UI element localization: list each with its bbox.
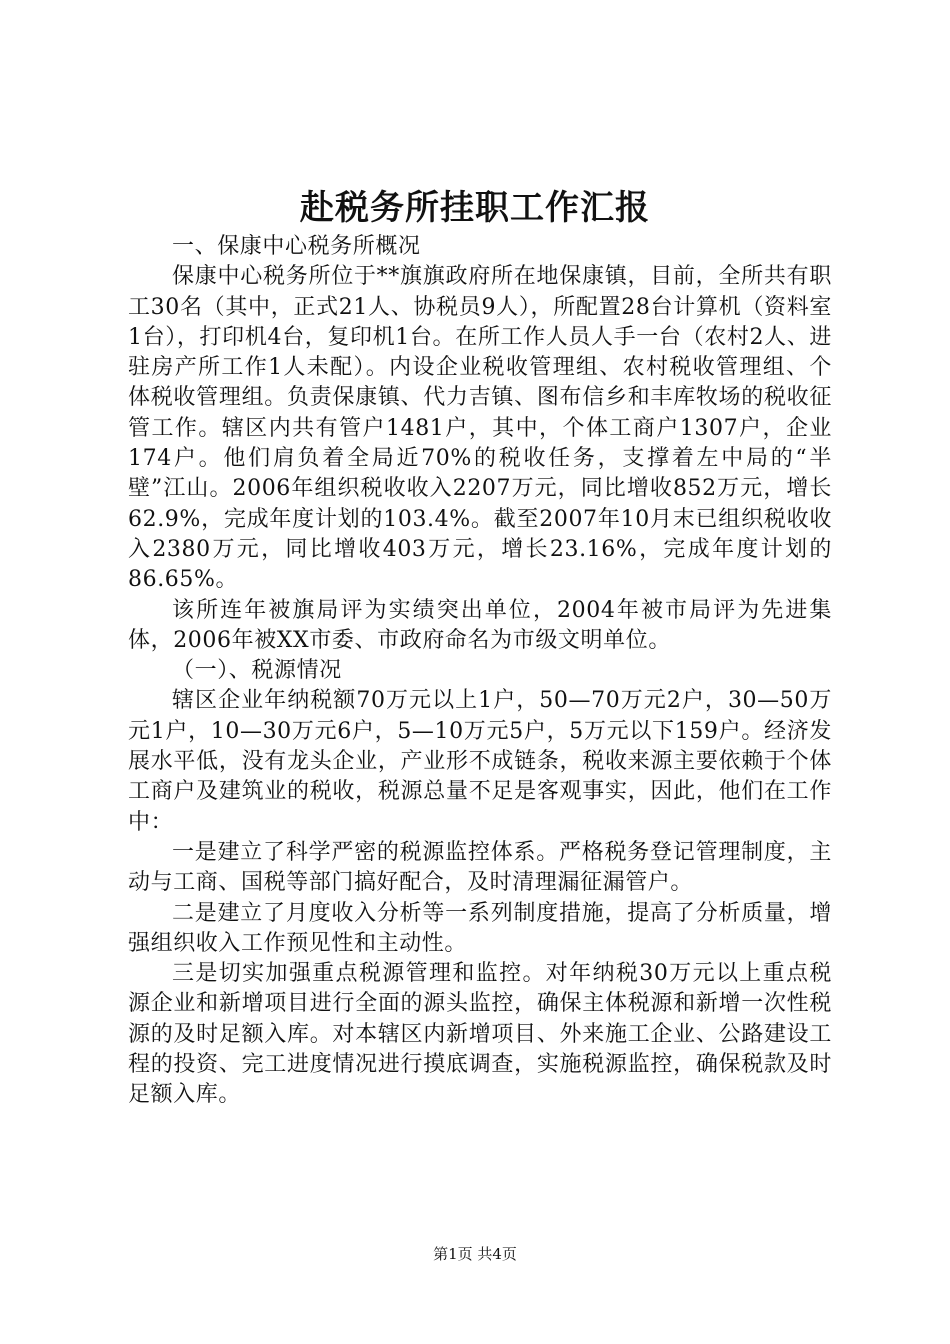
section-heading-overview: 一、保康中心税务所概况 xyxy=(172,234,421,259)
document-body xyxy=(128,232,832,1111)
paragraph-tax-sources: 辖区企业年纳税额70万元以上1户，50—70万元2户，30—50万元1户，10—30万元6户，5—10万元5户，5万元以下159户。经济发展水平低，没有龙头企业，产业形不成链条，税收来源主要依赖于个体工商户及建筑业的税收，税源总量不足是客观事实，因此，他们在工作中： xyxy=(128,688,832,835)
document-title: 赴税务所挂职工作汇报 xyxy=(300,188,650,228)
section-heading-tax-sources: （一）、税源情况 xyxy=(172,658,342,684)
paragraph-measure-three: 三是切实加强重点税源管理和监控。对年纳税30万元以上重点税源企业和新增项目进行全面的源头监控，确保主体税源和新增一次性税源的及时足额入库。对本辖区内新增项目、外来施工企业、公路建设工程的投资、完工进度情况进行摸底调查，实施税源监控，确保税款及时足额入库。 xyxy=(128,961,832,1108)
paragraph-overview: 保康中心税务所位于**旗旗政府所在地保康镇，目前，全所共有职工30名（其中，正式21人、协税员9人），所配置28台计算机（资料室1台），打印机4台，复印机1台。在所工作人员人手一台（农村2人、进驻房产所工作1人未配）。内设企业税收管理组、农村税收管理组、个体税收管理组。负责保康镇、代力吉镇、图布信乡和丰库牧场的税收征管工作。辖区内共有管户1481户，其中，个体工商户1307户，企业174户。他们肩负着全局近70%的税收任务，支撑着左中局的“半壁”江山。2006年组织税收收入2207万元，同比增收852万元，增长62.9%，完成年度计划的103.4%。截至2007年10月末已组织税收收入2380万元，同比增收403万元，增长23.16%，完成年度计划的86.65%。 xyxy=(128,264,832,593)
paragraph-measure-one: 一是建立了科学严密的税源监控体系。严格税务登记管理制度，主动与工商、国税等部门搞好配合，及时清理漏征漏管户。 xyxy=(128,839,832,896)
page-number-footer: 第1页 共4页 xyxy=(433,1245,517,1263)
paragraph-honors: 该所连年被旗局评为实绩突出单位，2004年被市局评为先进集体，2006年被XX市委、市政府命名为市级文明单位。 xyxy=(128,597,832,653)
paragraph-measure-two: 二是建立了月度收入分析等一系列制度措施，提高了分析质量，增强组织收入工作预见性和主动性。 xyxy=(128,900,832,956)
